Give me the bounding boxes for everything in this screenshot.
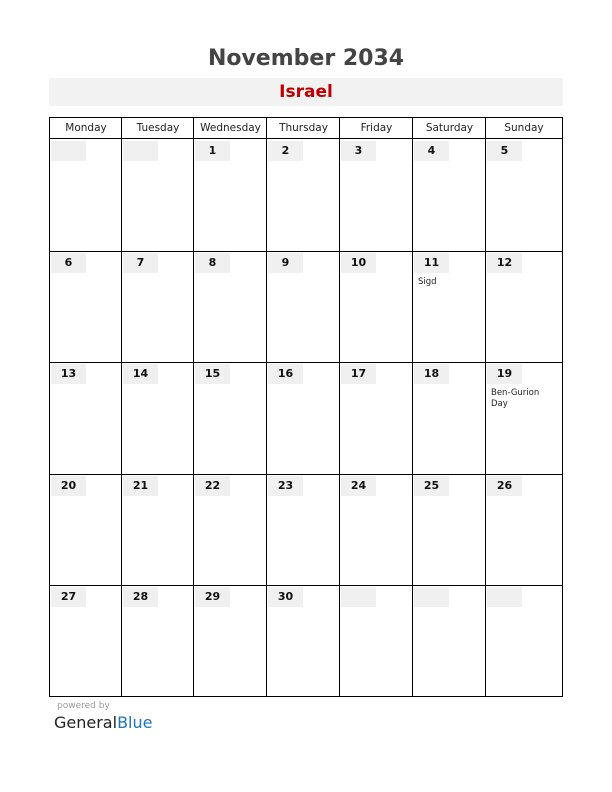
weekday-header: Wednesday <box>200 122 261 134</box>
calendar-grid <box>49 117 563 697</box>
day-cell[interactable] <box>486 140 561 251</box>
day-cell[interactable] <box>122 586 193 696</box>
day-cell[interactable] <box>194 363 266 474</box>
day-cell[interactable] <box>50 586 121 696</box>
day-number: 24 <box>341 476 376 496</box>
day-cell[interactable] <box>50 140 121 251</box>
holiday-label: Sigd <box>418 277 437 287</box>
day-cell[interactable] <box>267 363 339 474</box>
day-cell[interactable] <box>50 363 121 474</box>
day-number: 1 <box>195 141 230 161</box>
day-number: 20 <box>51 476 86 496</box>
day-cell[interactable] <box>413 252 485 362</box>
day-number: 29 <box>195 587 230 607</box>
day-number: 21 <box>123 476 158 496</box>
weekday-header: Monday <box>65 122 107 134</box>
day-number <box>123 141 158 161</box>
day-number: 4 <box>414 141 449 161</box>
day-number: 23 <box>268 476 303 496</box>
day-number: 28 <box>123 587 158 607</box>
day-number <box>51 141 86 161</box>
day-number: 14 <box>123 364 158 384</box>
country-band <box>49 78 563 106</box>
day-number: 6 <box>51 253 86 273</box>
day-cell[interactable] <box>486 475 561 585</box>
day-number: 19 <box>487 364 522 384</box>
day-cell[interactable] <box>194 475 266 585</box>
day-cell[interactable] <box>340 363 412 474</box>
day-number: 18 <box>414 364 449 384</box>
day-number: 3 <box>341 141 376 161</box>
weekday-header: Tuesday <box>136 122 180 134</box>
powered-by-text: powered by <box>57 701 110 711</box>
day-number <box>487 587 522 607</box>
day-cell[interactable] <box>413 363 485 474</box>
day-number: 5 <box>487 141 522 161</box>
day-cell[interactable] <box>122 363 193 474</box>
day-cell[interactable] <box>194 140 266 251</box>
day-number: 30 <box>268 587 303 607</box>
holiday-label: Ben-Gurion Day <box>491 388 540 409</box>
day-cell[interactable] <box>340 140 412 251</box>
day-cell[interactable] <box>122 252 193 362</box>
weekday-header: Friday <box>360 122 393 134</box>
day-cell[interactable] <box>267 252 339 362</box>
day-cell[interactable] <box>194 252 266 362</box>
day-number: 15 <box>195 364 230 384</box>
day-cell[interactable] <box>340 252 412 362</box>
day-cell[interactable] <box>340 475 412 585</box>
day-number: 13 <box>51 364 86 384</box>
day-number: 12 <box>487 253 522 273</box>
day-cell[interactable] <box>413 475 485 585</box>
day-cell[interactable] <box>413 586 485 696</box>
weekday-header: Thursday <box>279 122 328 134</box>
day-number: 2 <box>268 141 303 161</box>
day-number: 17 <box>341 364 376 384</box>
day-number: 25 <box>414 476 449 496</box>
day-number: 8 <box>195 253 230 273</box>
day-number: 16 <box>268 364 303 384</box>
day-number: 11 <box>414 253 449 273</box>
calendar-title: November 2034 <box>207 46 405 71</box>
day-cell[interactable] <box>122 140 193 251</box>
day-number: 9 <box>268 253 303 273</box>
day-cell[interactable] <box>267 140 339 251</box>
day-number <box>414 587 449 607</box>
day-number: 22 <box>195 476 230 496</box>
day-cell[interactable] <box>122 475 193 585</box>
logo-general: General <box>54 713 118 732</box>
day-cell[interactable] <box>50 475 121 585</box>
day-number: 10 <box>341 253 376 273</box>
generalblue-logo[interactable] <box>54 713 152 732</box>
day-cell[interactable] <box>340 586 412 696</box>
day-number <box>341 587 376 607</box>
day-cell[interactable] <box>486 586 561 696</box>
country-name: Israel <box>279 82 333 102</box>
day-cell[interactable] <box>486 363 561 474</box>
day-cell[interactable] <box>267 586 339 696</box>
day-number: 7 <box>123 253 158 273</box>
day-number: 26 <box>487 476 522 496</box>
weekday-header: Sunday <box>504 122 544 134</box>
day-cell[interactable] <box>267 475 339 585</box>
logo-blue: Blue <box>117 713 153 732</box>
day-number: 27 <box>51 587 86 607</box>
day-cell[interactable] <box>413 140 485 251</box>
day-cell[interactable] <box>194 586 266 696</box>
weekday-header: Saturday <box>425 122 474 134</box>
day-cell[interactable] <box>50 252 121 362</box>
day-cell[interactable] <box>486 252 561 362</box>
